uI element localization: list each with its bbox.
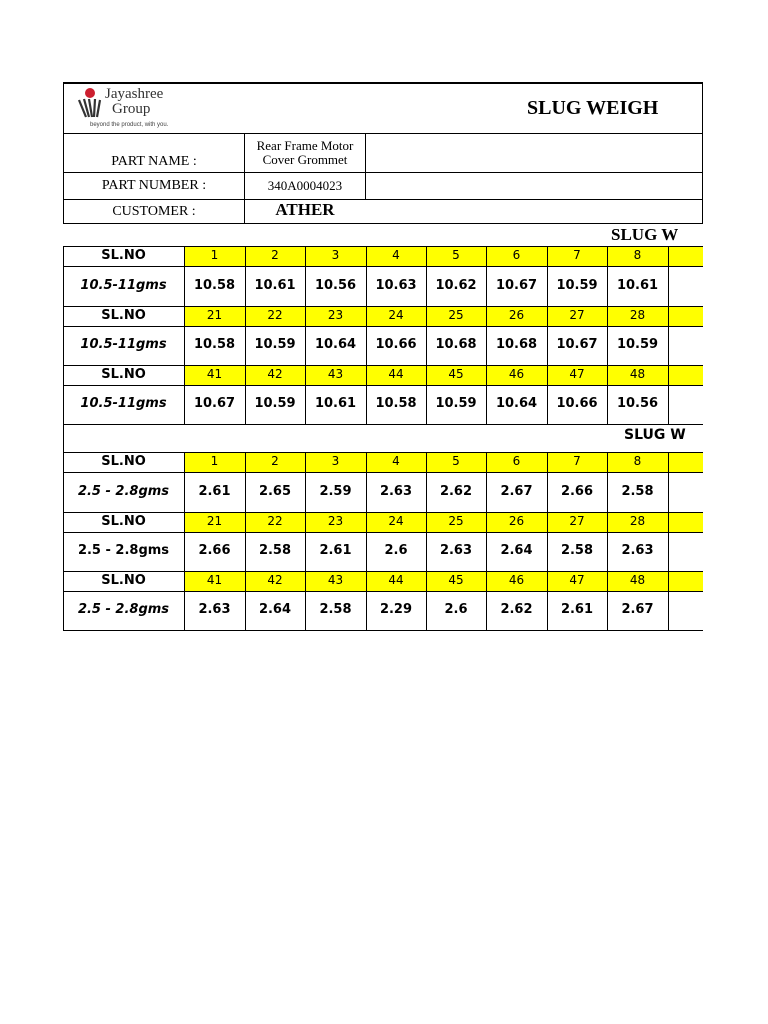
weight-value: 2.6	[384, 543, 408, 559]
sample-number-overflow	[668, 365, 703, 385]
grid-line	[668, 246, 669, 424]
part-name-value-line2: Cover Grommet	[262, 152, 348, 167]
part-number-value: 340A0004023	[267, 177, 343, 193]
grid-line	[366, 452, 367, 630]
sample-number: 47	[547, 571, 607, 591]
sample-number: 28	[607, 306, 668, 326]
grid-line	[486, 452, 487, 630]
sample-number: 6	[486, 246, 547, 266]
slno-label: SL.NO	[101, 366, 146, 382]
sample-number: 25	[426, 306, 486, 326]
spec-label: 10.5-11gms	[80, 337, 167, 353]
sample-number: 44	[366, 571, 426, 591]
weight-value: 10.61	[254, 277, 296, 293]
slno-label: SL.NO	[101, 247, 146, 263]
weight-value: 2.66	[560, 483, 594, 499]
sample-number: 41	[184, 571, 245, 591]
weight-value: 10.59	[254, 337, 296, 353]
weight-value: 2.58	[319, 602, 352, 618]
sample-number: 46	[486, 365, 547, 385]
weight-value: 10.56	[314, 277, 357, 293]
weight-value: 10.61	[314, 396, 357, 412]
sample-number: 27	[547, 306, 607, 326]
sample-number: 8	[607, 452, 668, 472]
sample-number: 1	[184, 246, 245, 266]
weight-value: 10.58	[193, 277, 236, 293]
weight-value: 2.67	[500, 483, 533, 499]
weight-value: 10.67	[193, 396, 236, 412]
grid-line	[547, 246, 548, 424]
sample-number: 5	[426, 246, 486, 266]
grid-line	[426, 452, 427, 630]
weight-value: 10.58	[193, 337, 236, 353]
company-logo	[72, 86, 182, 132]
grid-line	[607, 452, 608, 630]
sample-number: 26	[486, 306, 547, 326]
sample-number: 8	[607, 246, 668, 266]
slno-label: SL.NO	[101, 307, 146, 323]
weight-value: 10.59	[435, 396, 477, 412]
weight-value: 2.63	[379, 483, 413, 499]
weight-value: 2.61	[198, 483, 231, 499]
weight-value: 10.59	[556, 277, 598, 293]
weight-value: 10.64	[314, 337, 357, 353]
spec-label: 10.5-11gms	[80, 396, 167, 412]
sample-number: 48	[607, 571, 668, 591]
weight-value: 2.64	[500, 543, 533, 559]
sample-number: 44	[366, 365, 426, 385]
section1-table	[63, 246, 703, 424]
customer-value: ATHER	[275, 199, 335, 219]
section2-title: SLUG W	[624, 427, 686, 443]
sample-number: 2	[245, 452, 305, 472]
sample-number: 27	[547, 512, 607, 532]
sample-number: 41	[184, 365, 245, 385]
weight-value: 10.59	[254, 396, 296, 412]
grid-line	[63, 630, 703, 631]
sample-number: 7	[547, 246, 607, 266]
sample-number: 3	[305, 452, 366, 472]
sample-number: 47	[547, 365, 607, 385]
header-divider	[365, 133, 366, 199]
sample-number-overflow	[668, 571, 703, 591]
grid-line	[486, 246, 487, 424]
sample-number: 42	[245, 365, 305, 385]
weight-value: 10.64	[495, 396, 538, 412]
sample-number: 22	[245, 512, 305, 532]
sample-number: 43	[305, 365, 366, 385]
grid-line	[245, 246, 246, 424]
sample-number: 24	[366, 512, 426, 532]
weight-value: 10.67	[495, 277, 538, 293]
spec-label: 10.5-11gms	[80, 277, 167, 293]
grid-line	[668, 452, 669, 630]
slno-label: SL.NO	[101, 513, 146, 529]
weight-value: 2.58	[560, 543, 594, 559]
sample-number: 24	[366, 306, 426, 326]
customer-label: CUSTOMER :	[112, 204, 196, 220]
document-title: SLUG WEIGH	[527, 97, 659, 119]
section2-table	[63, 452, 703, 630]
weight-value: 10.66	[556, 396, 598, 412]
weight-value: 2.6	[444, 602, 468, 618]
sample-number: 4	[366, 452, 426, 472]
weight-value: 10.59	[616, 337, 659, 353]
weight-value: 2.67	[621, 602, 654, 618]
part-number-label: PART NUMBER :	[101, 178, 207, 194]
grid-line	[305, 452, 306, 630]
weight-value: 2.61	[319, 543, 352, 559]
weight-value: 2.63	[621, 543, 654, 559]
weight-value: 2.61	[560, 602, 594, 618]
sample-number: 1	[184, 452, 245, 472]
weight-value: 2.66	[198, 543, 231, 559]
part-name-value-line1: Rear Frame Motor	[256, 137, 354, 153]
sample-number-overflow	[668, 246, 703, 266]
weight-value: 10.67	[556, 337, 598, 353]
sample-number: 23	[305, 306, 366, 326]
company-name-line2: Group	[112, 101, 151, 117]
grid-line	[63, 246, 64, 424]
sample-number: 42	[245, 571, 305, 591]
sample-number-overflow	[668, 306, 703, 326]
slno-label: SL.NO	[101, 572, 146, 588]
weight-value: 2.63	[198, 602, 231, 618]
sample-number: 28	[607, 512, 668, 532]
sample-number: 5	[426, 452, 486, 472]
sample-number: 45	[426, 571, 486, 591]
sample-number-overflow	[668, 512, 703, 532]
sample-number: 4	[366, 246, 426, 266]
grid-line	[305, 246, 306, 424]
grid-line	[607, 246, 608, 424]
section2-title-band	[63, 424, 703, 453]
weight-value: 10.62	[435, 277, 477, 293]
weight-value: 10.68	[435, 337, 477, 353]
weight-value: 10.61	[616, 277, 659, 293]
sample-number: 21	[184, 512, 245, 532]
grid-line	[245, 452, 246, 630]
sample-number: 6	[486, 452, 547, 472]
sample-number: 25	[426, 512, 486, 532]
header-divider	[63, 133, 703, 134]
weight-value: 2.58	[258, 543, 292, 559]
sample-number: 48	[607, 365, 668, 385]
sample-number: 21	[184, 306, 245, 326]
weight-value: 2.62	[439, 483, 473, 499]
sample-number: 23	[305, 512, 366, 532]
grid-line	[426, 246, 427, 424]
grid-line	[63, 452, 64, 630]
sample-number: 46	[486, 571, 547, 591]
weight-value: 2.29	[379, 602, 413, 618]
part-name-value	[245, 134, 365, 172]
weight-value: 10.63	[375, 277, 417, 293]
weight-value: 10.56	[616, 396, 659, 412]
weight-value: 10.58	[375, 396, 417, 412]
sample-number: 7	[547, 452, 607, 472]
sample-number: 26	[486, 512, 547, 532]
slno-label: SL.NO	[101, 453, 146, 469]
weight-value: 2.63	[439, 543, 473, 559]
weight-value: 2.58	[621, 483, 654, 499]
weight-value: 2.64	[258, 602, 292, 618]
spec-label: 2.5 - 2.8gms	[77, 543, 170, 559]
company-tagline: beyond the product, with you.	[90, 122, 169, 128]
weight-value: 2.59	[319, 483, 352, 499]
weight-value: 10.68	[495, 337, 538, 353]
sample-number: 22	[245, 306, 305, 326]
sample-number: 2	[245, 246, 305, 266]
sample-number: 3	[305, 246, 366, 266]
weight-value: 10.66	[375, 337, 417, 353]
section1-title: SLUG W	[611, 225, 679, 244]
part-name-label: PART NAME :	[111, 154, 197, 170]
grid-line	[366, 246, 367, 424]
grid-line	[547, 452, 548, 630]
grid-line	[184, 452, 185, 630]
sample-number: 45	[426, 365, 486, 385]
grid-line	[184, 246, 185, 424]
spec-label: 2.5 - 2.8gms	[77, 602, 170, 618]
sample-number: 43	[305, 571, 366, 591]
weight-value: 2.65	[258, 483, 292, 499]
spec-label: 2.5 - 2.8gms	[77, 483, 170, 499]
weight-value: 2.62	[500, 602, 533, 618]
company-name-line1: Jayashree	[105, 86, 164, 102]
sample-number-overflow	[668, 452, 703, 472]
